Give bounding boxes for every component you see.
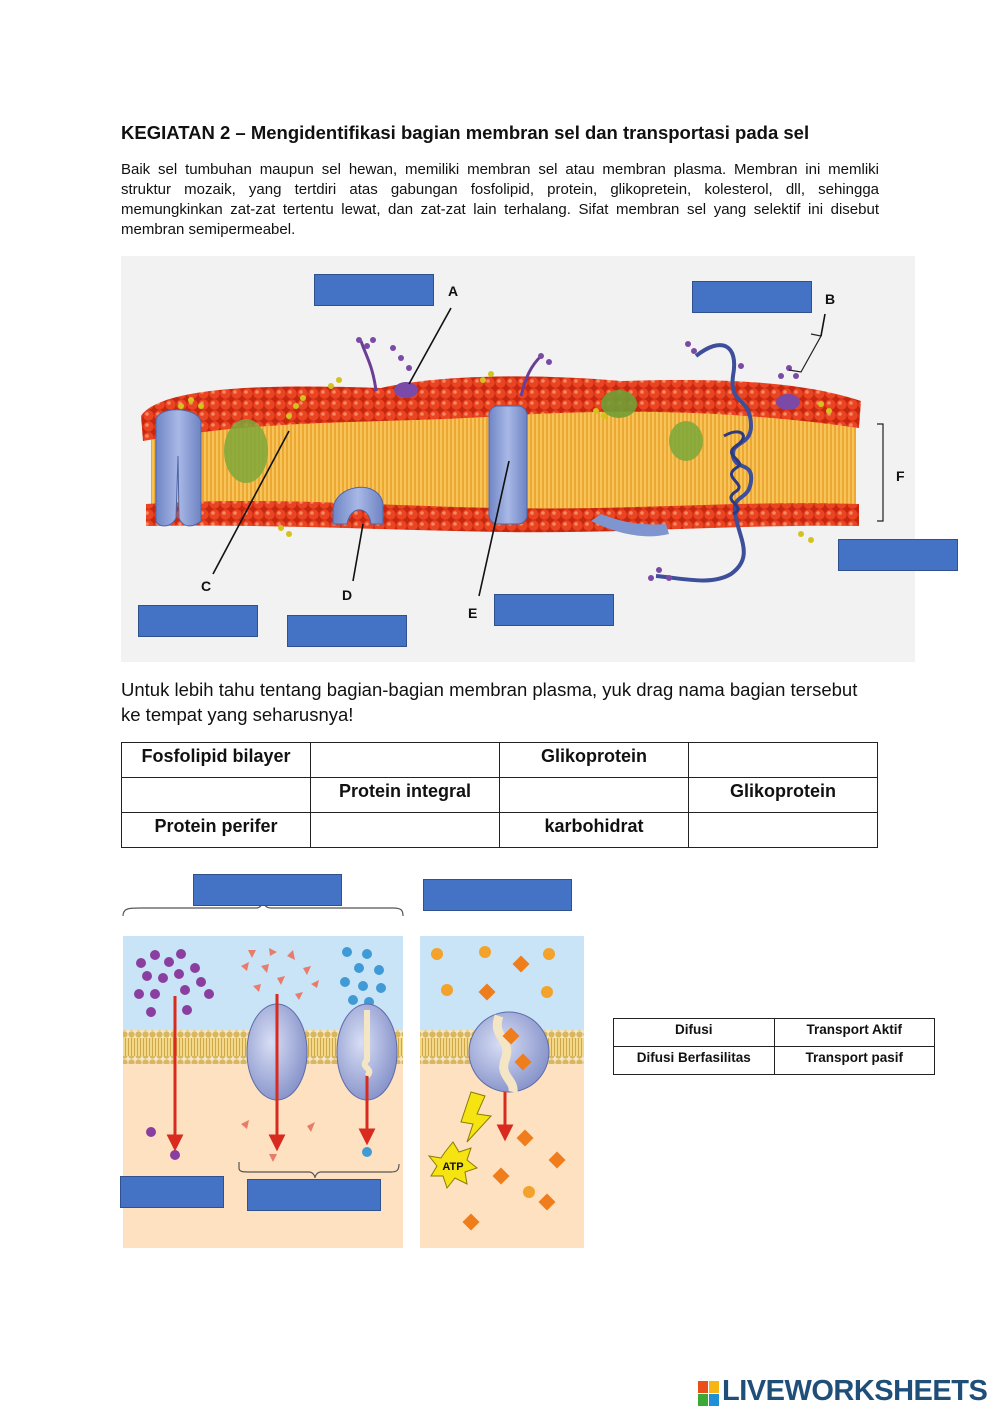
drop-box-a[interactable] [314, 274, 434, 306]
instruction-text: Untuk lebih tahu tentang bagian-bagian membran plasma, yuk drag nama bagian tersebut ke tempat yang seharusnya! [121, 679, 858, 725]
drop-box-active-transport[interactable] [423, 879, 572, 911]
label-c: C [201, 578, 212, 594]
label-a: A [448, 283, 459, 299]
word-transport-pasif[interactable]: Transport pasif [774, 1047, 935, 1075]
word-fosfolipid-bilayer[interactable]: Fosfolipid bilayer [122, 743, 311, 778]
word-cell-empty [500, 778, 689, 813]
word-glikoprotein[interactable]: Glikoprotein [500, 743, 689, 778]
drop-box-passive-transport[interactable] [193, 874, 342, 906]
intro-paragraph: Baik sel tumbuhan maupun sel hewan, memiliki membran sel atau membran plasma. Membran ini memliki struktur mozaik, yang tertdiri atas gabungan fosfolipid, protein, glikopretein, kolesterol, dll, sehingga memungkinkan zat-zat tertentu lewat, dan zat-zat lain terhalang. Sifat membran sel yang selektif ini disebut membran semipermeabel. [121, 161, 879, 238]
activity-title: KEGIATAN 2 – Mengidentifikasi bagian membran sel dan transportasi pada sel [121, 122, 810, 143]
label-e: E [468, 605, 478, 621]
word-cell-empty [311, 743, 500, 778]
drop-box-facilitated-diffusion[interactable] [247, 1179, 381, 1211]
word-cell-empty [689, 743, 878, 778]
word-protein-integral[interactable]: Protein integral [311, 778, 500, 813]
drop-box-c[interactable] [138, 605, 258, 637]
transport-word-table [613, 1018, 935, 1075]
table-row [614, 1019, 935, 1047]
table-row [122, 813, 878, 848]
word-protein-perifer[interactable]: Protein perifer [122, 813, 311, 848]
word-glikoprotein-2[interactable]: Glikoprotein [689, 778, 878, 813]
word-transport-aktif[interactable]: Transport Aktif [774, 1019, 935, 1047]
brand-badge-icon [698, 1381, 720, 1407]
word-karbohidrat[interactable]: karbohidrat [500, 813, 689, 848]
label-b: B [825, 291, 836, 307]
label-d: D [342, 587, 353, 603]
label-f: F [896, 468, 905, 484]
word-cell-empty [311, 813, 500, 848]
word-cell-empty [689, 813, 878, 848]
word-difusi[interactable]: Difusi [614, 1019, 775, 1047]
table-row [122, 743, 878, 778]
table-row [122, 778, 878, 813]
drop-box-e[interactable] [494, 594, 614, 626]
word-cell-empty [122, 778, 311, 813]
drop-box-b[interactable] [692, 281, 812, 313]
atp-label: ATP [442, 1161, 464, 1173]
table-row [614, 1047, 935, 1075]
diagram-watermark: pak.pandani.web.id [427, 714, 562, 731]
drop-box-diffusion[interactable] [120, 1176, 224, 1208]
word-difusi-berfasilitas[interactable]: Difusi Berfasilitas [614, 1047, 775, 1075]
word-bank-table [121, 742, 878, 848]
brand-name: LIVEWORKSHEETS [722, 1375, 988, 1407]
drop-box-f[interactable] [838, 539, 958, 571]
drop-box-d[interactable] [287, 615, 407, 647]
